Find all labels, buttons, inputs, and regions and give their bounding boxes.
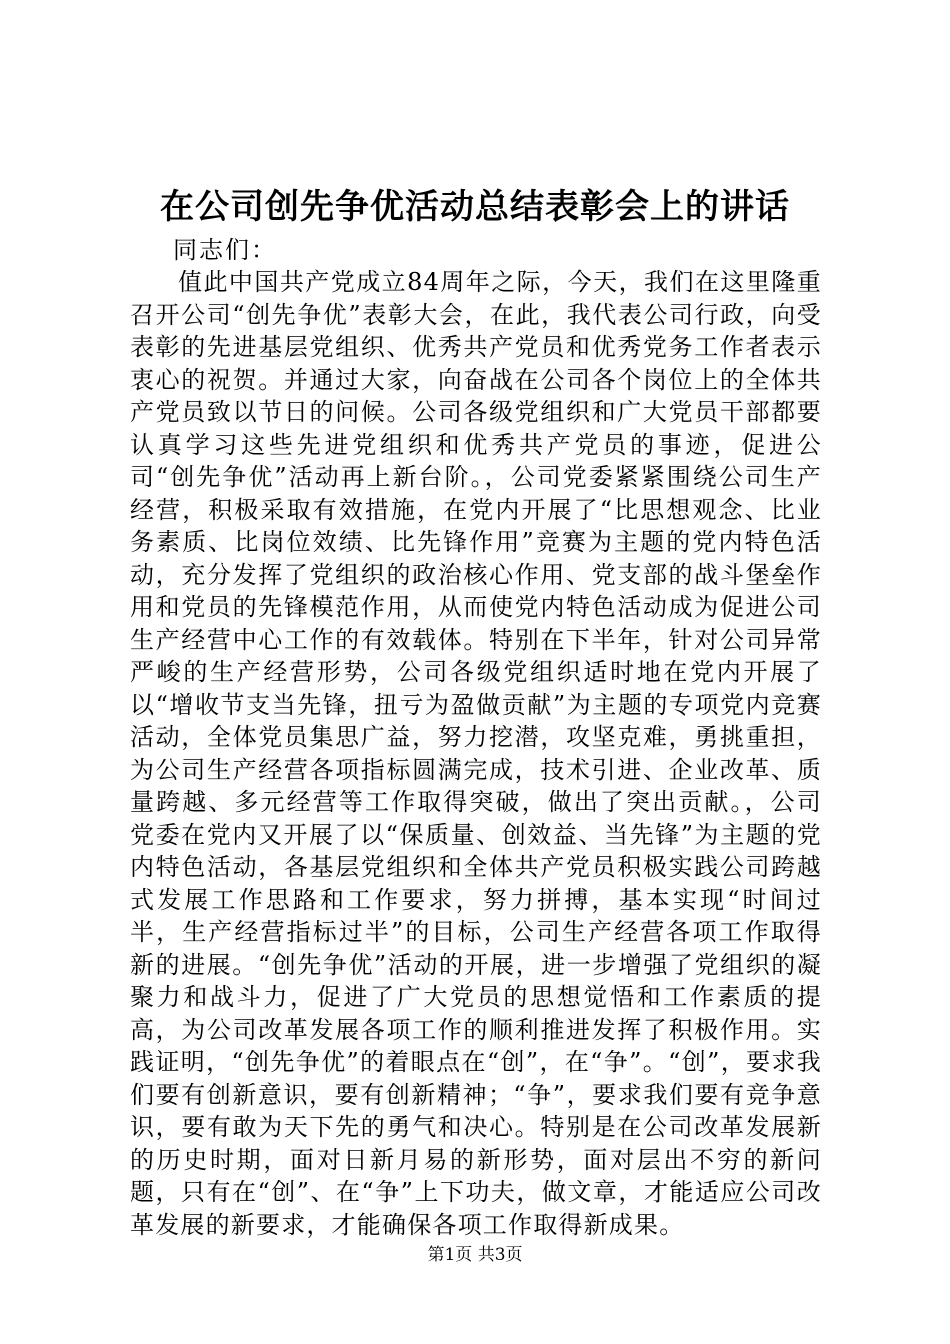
document-title: 在公司创先争优活动总结表彰会上的讲话 xyxy=(160,187,790,227)
body-paragraph: 值此中国共产党成立84周年之际，今天，我们在这里隆重召开公司“创先争优”表彰大会，在此，我代表公司行政，向受表彰的先进基层党组织、优秀共产党员和优秀党务工作者表示衷心的祝贺。并通过大家，向奋战在公司各个岗位上的全体共产党员致以节日的问候。公司各级党组织和广大党员干部都要认真学习这些先进党组织和优秀共产党员的事迹，促进公司“创先争优”活动再上新台阶。，公司党委紧紧围绕公司生产经营，积极采取有效措施，在党内开展了“比思想观念、比业务素质、比岗位效绩、比先锋作用”竞赛为主题的党内特色活动，充分发挥了党组织的政治核心作用、党支部的战斗堡垒作用和党员的先锋模范作用，从而使党内特色活动成为促进公司生产经营中心工作的有效载体。特别在下半年，针对公司异常严峻的生产经营形势，公司各级党组织适时地在党内开展了以“增收节支当先锋，扭亏为盈做贡献”为主题的专项党内竞赛活动，全体党员集思广益，努力挖潜，攻坚克难，勇挑重担，为公司生产经营各项指标圆满完成，技术引进、企业改革、质量跨越、多元经营等工作取得突破，做出了突出贡献。，公司党委在党内又开展了以“保质量、创效益、当先锋”为主题的党内特色活动，各基层党组织和全体共产党员积极实践公司跨越式发展工作思路和工作要求，努力拼搏，基本实现“时间过半，生产经营指标过半”的目标，公司生产经营各项工作取得新的进展。“创先争优”活动的开展，进一步增强了党组织的凝聚力和战斗力，促进了广大党员的思想觉悟和工作素质的提高，为公司改革发展各项工作的顺利推进发挥了积极作用。实践证明，“创先争优”的着眼点在“创”，在“争”。“创”，要求我们要有创新意识，要有创新精神；“争”，要求我们要有竞争意识，要有敢为天下先的勇气和决心。特别是在公司改革发展新的历史时期，面对日新月易的新形势，面对层出不穷的新问题，只有在“创”、在“争”上下功夫，做文章，才能适应公司改革发展的新要求，才能确保各项工作取得新成果。 xyxy=(130,268,822,1239)
page-number: 第1页 共3页 xyxy=(427,1245,523,1265)
salutation: 同志们： xyxy=(173,236,277,264)
